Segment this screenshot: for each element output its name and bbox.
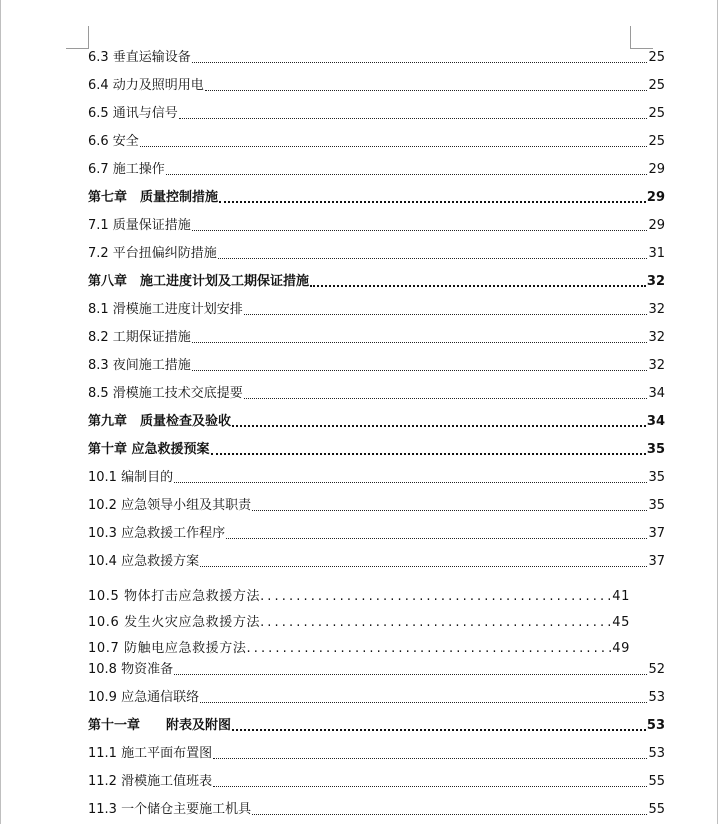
toc-entry[interactable]	[88, 46, 665, 66]
dot-leader	[166, 174, 648, 175]
toc-entry-page: 32	[648, 330, 665, 345]
toc-chapter-entry[interactable]	[88, 270, 665, 290]
toc-chapter-entry[interactable]	[88, 186, 665, 206]
dot-leader	[140, 146, 648, 147]
dot-leader	[260, 589, 612, 605]
toc-chapter-entry[interactable]	[88, 438, 665, 458]
toc-entry[interactable]	[88, 658, 665, 678]
toc-entry[interactable]	[88, 214, 665, 234]
toc-entry[interactable]	[88, 550, 665, 570]
toc-entry[interactable]	[88, 382, 665, 402]
toc-entry-title: 6.4 动力及照明用电	[88, 78, 204, 93]
toc-entry-page: 53	[646, 718, 665, 733]
dot-leader	[211, 453, 646, 455]
toc-entry-page: 31	[648, 246, 665, 261]
dot-leader	[244, 398, 648, 399]
toc-entry-title: 8.3 夜间施工措施	[88, 358, 191, 373]
toc-entry[interactable]	[88, 242, 665, 262]
dot-leader	[192, 370, 648, 371]
toc-entry[interactable]	[88, 585, 630, 605]
dot-leader	[218, 258, 648, 259]
toc-entry-page: 25	[648, 50, 665, 65]
dot-leader	[200, 702, 647, 703]
toc-entry-page: 34	[646, 414, 665, 429]
toc-entry[interactable]	[88, 466, 665, 486]
toc-chapter-entry[interactable]	[88, 714, 665, 734]
dot-leader	[232, 729, 646, 731]
dot-leader	[200, 566, 647, 567]
toc-entry-page: 32	[646, 274, 665, 289]
toc-entry[interactable]	[88, 158, 665, 178]
toc-entry[interactable]	[88, 611, 630, 631]
dot-leader	[310, 285, 646, 287]
toc-entry-page: 35	[648, 470, 665, 485]
toc-entry-title: 11.2 滑模施工值班表	[88, 774, 213, 789]
toc-entry[interactable]	[88, 770, 665, 790]
toc-entry-title: 8.1 滑模施工进度计划安排	[88, 302, 243, 317]
toc-entry[interactable]	[88, 742, 665, 762]
toc-entry[interactable]	[88, 130, 665, 150]
dot-leader	[244, 314, 648, 315]
toc-entry-title: 第九章 质量检查及验收	[88, 414, 232, 429]
toc-entry-page: 25	[648, 78, 665, 93]
toc-entry-page: 53	[648, 690, 665, 705]
toc-entry-title: 10.2 应急领导小组及其职责	[88, 498, 252, 513]
toc-entry[interactable]	[88, 298, 665, 318]
toc-entry-title: 10.9 应急通信联络	[88, 690, 200, 705]
toc-entry-page: 25	[648, 134, 665, 149]
toc-entry[interactable]	[88, 74, 665, 94]
dot-leader	[192, 230, 648, 231]
toc-entry-title: 11.1 施工平面布置图	[88, 746, 213, 761]
toc-entry-title: 第七章 质量控制措施	[88, 190, 219, 205]
toc-entry-page: 35	[648, 498, 665, 513]
toc-entry-page: 52	[648, 662, 665, 677]
toc-entry-title: 10.5 物体打击应急救援方法	[88, 589, 261, 604]
toc-chapter-entry[interactable]	[88, 410, 665, 430]
dot-leader	[226, 538, 647, 539]
toc-entry-page: 29	[648, 218, 665, 233]
toc-entry-title: 10.7 防触电应急救援方法	[88, 641, 247, 656]
dot-leader	[213, 786, 647, 787]
dot-leader	[252, 510, 647, 511]
dot-leader	[219, 201, 646, 203]
toc-entry-title: 10.6 发生火灾应急救援方法	[88, 615, 261, 630]
toc-entry-page: 49	[612, 641, 630, 656]
dot-leader	[252, 814, 647, 815]
dot-leader	[192, 62, 648, 63]
toc-entry-page: 53	[648, 746, 665, 761]
dot-leader	[179, 118, 648, 119]
toc-entry-title: 10.3 应急救援工作程序	[88, 526, 226, 541]
toc-entry[interactable]	[88, 102, 665, 122]
dot-leader	[232, 425, 646, 427]
toc-entry-title: 10.4 应急救援方案	[88, 554, 200, 569]
toc-entry-page: 34	[648, 386, 665, 401]
toc-entry-title: 8.5 滑模施工技术交底提要	[88, 386, 243, 401]
toc-entry-page: 55	[648, 774, 665, 789]
toc-entry-page: 37	[648, 526, 665, 541]
toc-entry[interactable]	[88, 686, 665, 706]
toc-entry[interactable]	[88, 354, 665, 374]
dot-leader	[205, 90, 648, 91]
toc-entry-title: 6.3 垂直运输设备	[88, 50, 191, 65]
toc-entry-page: 41	[612, 589, 630, 604]
toc-entry-page: 37	[648, 554, 665, 569]
toc-entry-page: 35	[646, 442, 665, 457]
toc-entry-title: 第八章 施工进度计划及工期保证措施	[88, 274, 310, 289]
toc-entry[interactable]	[88, 326, 665, 346]
dot-leader	[246, 641, 612, 657]
toc-entry[interactable]	[88, 522, 665, 542]
dot-leader	[174, 482, 647, 483]
toc-entry-title: 6.5 通讯与信号	[88, 106, 178, 121]
toc-entry-title: 8.2 工期保证措施	[88, 330, 191, 345]
dot-leader	[260, 615, 612, 631]
toc-entry-page: 32	[648, 358, 665, 373]
toc-entry-title: 6.6 安全	[88, 134, 139, 149]
dot-leader	[213, 758, 647, 759]
toc-entry-title: 6.7 施工操作	[88, 162, 165, 177]
toc-entry-page: 45	[612, 615, 630, 630]
toc-entry-title: 第十章 应急救援预案	[88, 442, 210, 457]
toc-entry-title: 11.3 一个储仓主要施工机具	[88, 802, 252, 817]
toc-entry[interactable]	[88, 637, 630, 657]
toc-entry-page: 55	[648, 802, 665, 817]
toc-entry-page: 25	[648, 106, 665, 121]
dot-leader	[174, 674, 647, 675]
toc-entry-title: 7.2 平台扭偏纠防措施	[88, 246, 217, 261]
toc-entry-title: 第十一章 附表及附图	[88, 718, 232, 733]
toc-entry-title: 10.1 编制目的	[88, 470, 174, 485]
toc-entry[interactable]	[88, 494, 665, 514]
toc-entry[interactable]	[88, 798, 665, 818]
toc-entry-page: 32	[648, 302, 665, 317]
dot-leader	[192, 342, 648, 343]
toc-entry-title: 7.1 质量保证措施	[88, 218, 191, 233]
toc-entry-page: 29	[648, 162, 665, 177]
toc-entry-title: 10.8 物资准备	[88, 662, 174, 677]
toc-entry-page: 29	[646, 190, 665, 205]
